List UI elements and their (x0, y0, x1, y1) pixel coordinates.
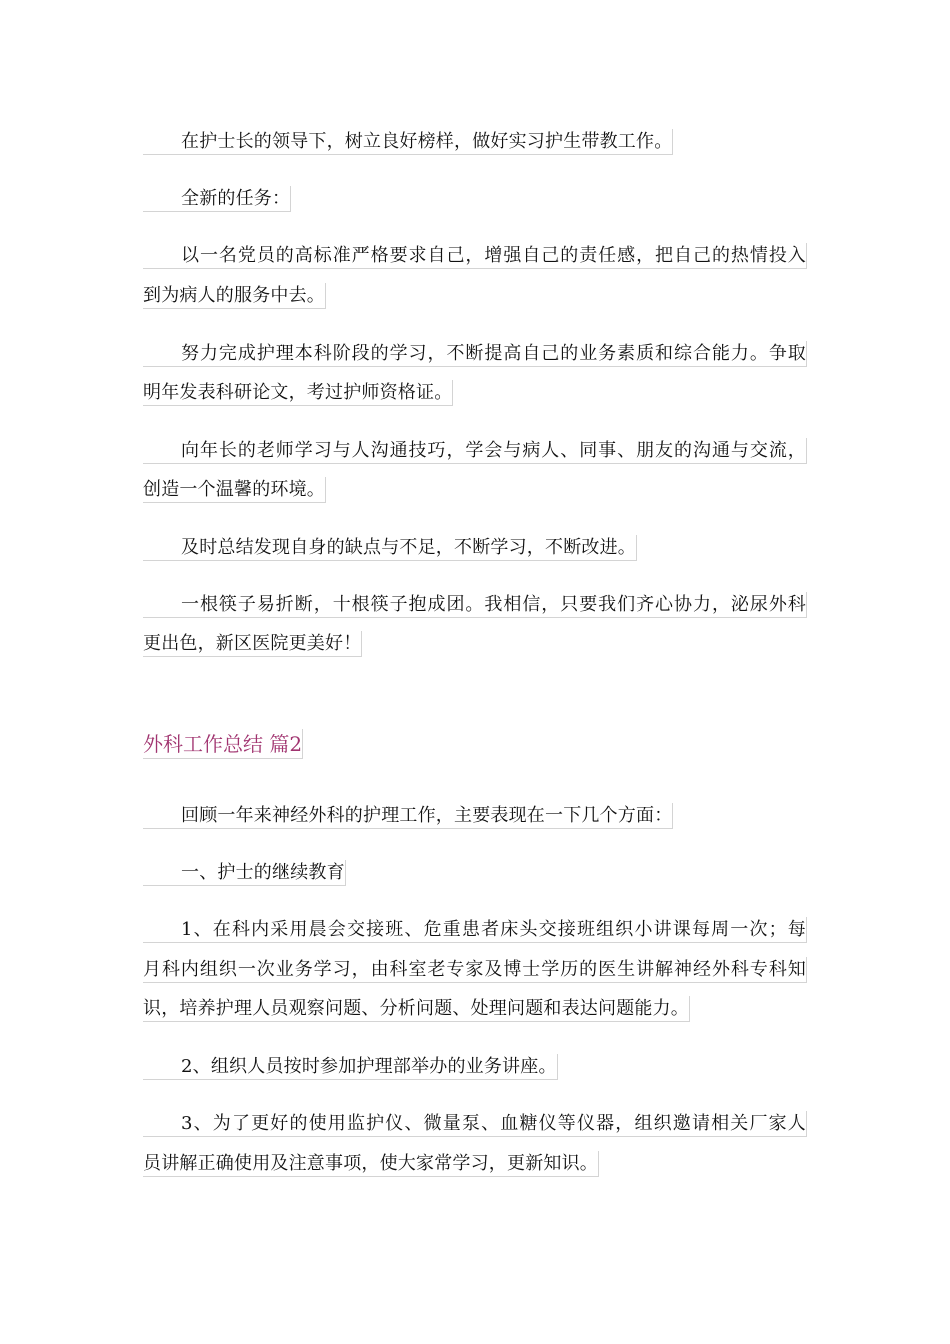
paragraph-line: 努力完成护理本科阶段的学习，不断提高自己的业务素质和综合能力。争取 (143, 341, 807, 367)
paragraph-line: 更出色，新区医院更美好！ (143, 631, 362, 657)
paragraph-line: 及时总结发现自身的缺点与不足，不断学习，不断改进。 (143, 535, 637, 561)
paragraph-line: 一、护士的继续教育 (143, 860, 346, 886)
paragraph-line: 到为病人的服务中去。 (143, 283, 326, 309)
paragraph-line: 月科内组织一次业务学习，由科室老专家及博士学历的医生讲解神经外科专科知 (143, 957, 807, 983)
paragraph-line: 3、为了更好的使用监护仪、微量泵、血糖仪等仪器，组织邀请相关厂家人 (143, 1111, 807, 1137)
paragraph-line: 创造一个温馨的环境。 (143, 477, 326, 503)
section-heading: 外科工作总结 篇2 (143, 729, 303, 759)
paragraph-line: 向年长的老师学习与人沟通技巧，学会与病人、同事、朋友的沟通与交流， (143, 438, 807, 464)
paragraph-line: 明年发表科研论文，考过护师资格证。 (143, 380, 453, 406)
paragraph-line: 1、在科内采用晨会交接班、危重患者床头交接班组织小讲课每周一次；每 (143, 917, 807, 943)
paragraph-line: 2、组织人员按时参加护理部举办的业务讲座。 (143, 1054, 558, 1080)
paragraph-line: 全新的任务： (143, 186, 291, 212)
paragraph-line: 识，培养护理人员观察问题、分析问题、处理问题和表达问题能力。 (143, 996, 690, 1022)
paragraph-line: 以一名党员的高标准严格要求自己，增强自己的责任感，把自己的热情投入 (143, 243, 807, 269)
paragraph-line: 回顾一年来神经外科的护理工作，主要表现在一下几个方面： (143, 803, 673, 829)
paragraph-line: 一根筷子易折断，十根筷子抱成团。我相信，只要我们齐心协力，泌尿外科 (143, 592, 807, 618)
paragraph-line: 在护士长的领导下，树立良好榜样，做好实习护生带教工作。 (143, 129, 673, 155)
paragraph-line: 员讲解正确使用及注意事项，使大家常学习，更新知识。 (143, 1151, 599, 1177)
